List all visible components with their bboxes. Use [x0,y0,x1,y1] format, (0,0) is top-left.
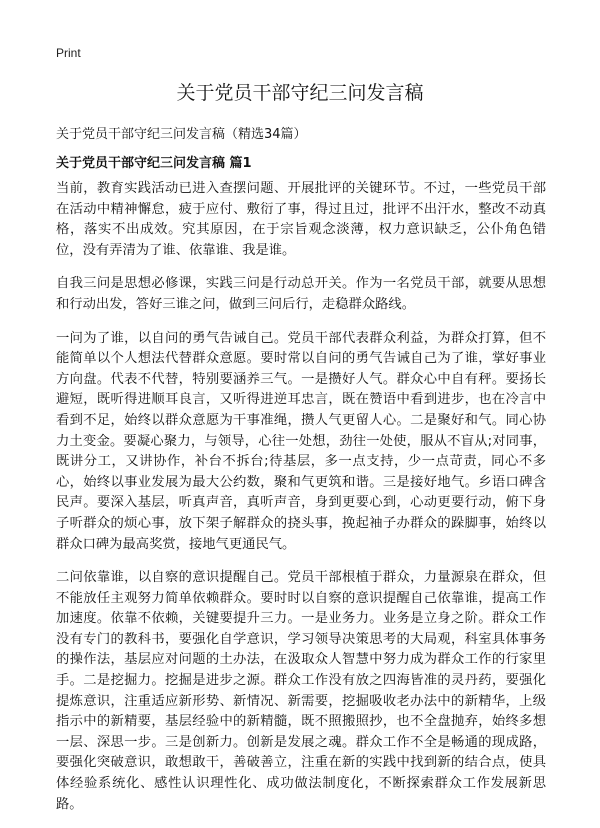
document-subtitle: 关于党员干部守纪三问发言稿（精选34篇） [56,127,307,142]
page-title: 关于党员干部守纪三问发言稿 [176,82,424,104]
paragraph: 自我三问是思想必修课，实践三问是行动总开关。作为一名党员干部，就要从思想和行动出发，答好三谁之问，做到三问后行，走稳群众路线。 [56,276,546,312]
paragraph: 二问依靠谁，以自察的意识提醒自己。党员干部根植于群众，力量源泉在群众，但不能放任主观努力简单依赖群众。要时时以自察的意识提醒自己依靠谁，提高工作加速度。依靠不依赖，关键要提升三力。一是业务力。业务是立身之阶。群众工作没有专门的教科书，要强化自学意识，学习领导决策思考的大局观，科室具体事务的操作法，基层应对问题的土办法，在汲取众人智慧中努力成为群众工作的行家里手。二是挖掘力。挖掘是进步之源。群众工作没有放之四海皆准的灵丹药，要强化提炼意识，注重适应新形势、新情况、新需要，挖掘吸收老办法中的新精华，上级指示中的新精要，基层经验中的新精髓，既不照搬照抄，也不全盘抛弃，始终多想一层、深思一步。三是创新力。创新是发展之魂。群众工作不全是畅通的现成路，要强化突破意识，敢想敢干，善破善立，注重在新的实践中找到新的结合点，使具体经验系统化、感性认识理性化、成功做法制度化，不断探索群众工作发展新思路。 [56,570,546,812]
paragraph: 一问为了谁，以自问的勇气告诫自己。党员干部代表群众利益，为群众打算，但不能简单以个人想法代替群众意愿。要时常以自问的勇气告诫自己为了谁，掌好事业方向盘。代表不代替，特别要涵养三气。一是攒好人气。群众心中自有秤。要扬长避短，既听得进顺耳良言，又听得进逆耳忠言，既在赞语中看到进步，也在冷言中看到不足，始终以群众意愿为干事准绳，攒人气更留人心。二是聚好和气。同心协力土变金。要凝心聚力，与领导，心往一处想，劲往一处使，服从不盲从;对同事，既讲分工，又讲协作，补台不拆台;待基层，多一点支持，少一点苛责，同心不多心，始终以事业发展为最大公约数，聚和气更筑和谐。三是接好地气。乡语口碑含民声。要深入基层，听真声音，真听声音，身到更要心到，心动更要行动，俯下身子听群众的烦心事，放下架子解群众的挠头事，挽起袖子办群众的跺脚事，始终以群众口碑为最高奖赏，接地气更通民气。 [56,330,546,552]
article-body [56,179,546,828]
section-heading: 关于党员干部守纪三问发言稿 篇1 [56,156,252,171]
paragraph: 当前，教育实践活动已进入查摆问题、开展批评的关键环节。不过，一些党员干部在活动中精神懈怠，疲于应付、敷衍了事，得过且过，批评不出汗水，整改不动真格，落实不出成效。究其原因，在于宗旨观念淡薄，权力意识缺乏，公仆角色错位，没有弄清为了谁、依靠谁、我是谁。 [56,181,546,258]
print-label[interactable]: Print [56,46,81,60]
